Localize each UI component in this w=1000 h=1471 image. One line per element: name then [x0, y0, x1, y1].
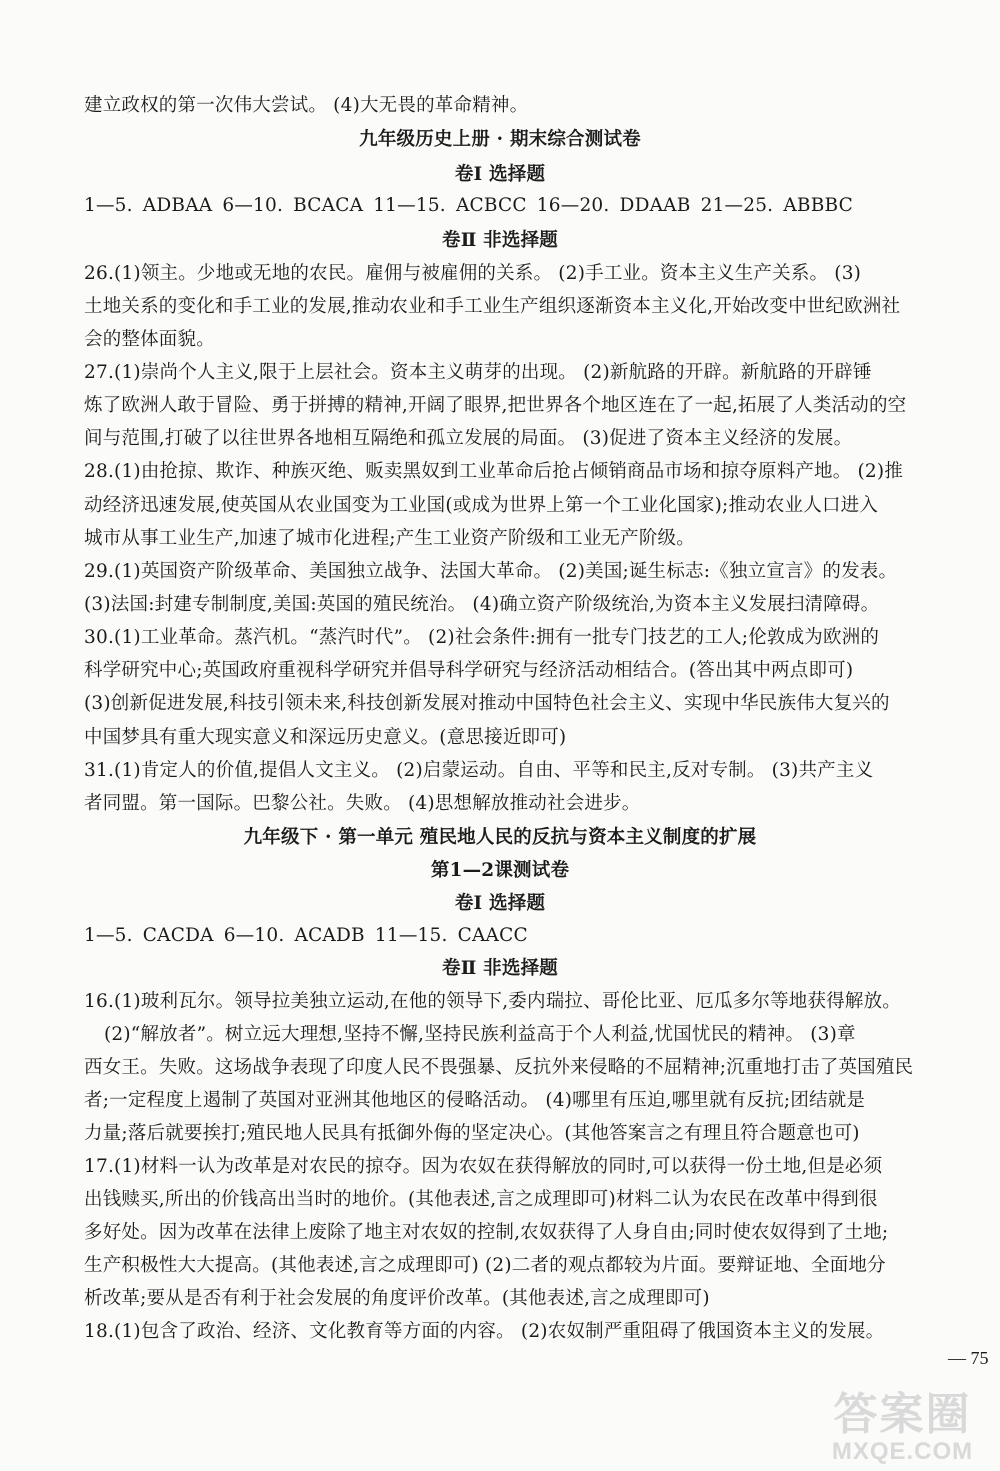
text-line: 建立政权的第一次伟大尝试。 (4)大无畏的革命精神。 [84, 95, 529, 116]
text-line: 城市从事工业生产,加速了城市化进程;产生工业资产阶级和工业无产阶级。 [84, 528, 695, 549]
text-line: 28.(1)由抢掠、欺诈、种族灭绝、贩卖黑奴到工业革命后抢占倾销商品市场和掠夺原料产地。 (2)推 [84, 461, 904, 482]
text-line: 出钱赎买,所出的价钱高出当时的地价。(其他表述,言之成理即可)材料二认为农民在改革中得到很 [84, 1189, 878, 1210]
text-line: 土地关系的变化和手工业的发展,推动农业和手工业生产组织逐渐资本主义化,开始改变中世纪欧洲社 [84, 296, 901, 317]
text-line: 科学研究中心;英国政府重视科学研究并倡导科学研究与经济活动相结合。(答出其中两点即可) [84, 660, 854, 681]
text-line: 多好处。因为改革在法律上废除了地主对农奴的控制,农奴获得了人身自由;同时使农奴得到了土地; [84, 1222, 889, 1243]
subsection-heading: 卷Ⅰ 选择题 [454, 164, 546, 185]
section-title: 九年级历史上册 · 期末综合测试卷 [359, 129, 641, 150]
text-line: 中国梦具有重大现实意义和深远历史意义。(意思接近即可) [84, 727, 567, 748]
answer-key-line: 1—5. ADBAA 6—10. BCACA 11—15. ACBCC 16—20. DDAAB 21—25. ABBBC [84, 195, 853, 216]
page-number: — 75 [948, 1348, 989, 1368]
text-line: 者同盟。第一国际。巴黎公社。失败。 (4)思想解放推动社会进步。 [84, 793, 641, 814]
text-line: 29.(1)英国资产阶级革命、美国独立战争、法国大革命。 (2)美国;诞生标志:《独立宣言》的发表。 [84, 561, 898, 582]
text-line: (3)创新促进发展,科技引领未来,科技创新发展对推动中国特色社会主义、实现中华民族伟大复兴的 [84, 693, 890, 714]
subsection-heading: 卷Ⅱ 非选择题 [442, 230, 558, 251]
text-line: 31.(1)肯定人的价值,提倡人文主义。 (2)启蒙运动。自由、平等和民主,反对专制。 (3)共产主义 [84, 760, 874, 781]
text-line: (3)法国:封建专制制度,美国:英国的殖民统治。 (4)确立资产阶级统治,为资本主义发展扫清障碍。 [84, 594, 880, 615]
text-line: 力量;落后就要挨打;殖民地人民具有抵御外侮的坚定决心。(其他答案言之有理且符合题意也可) [84, 1123, 860, 1144]
text-line: 27.(1)崇尚个人主义,限于上层社会。资本主义萌芽的出现。 (2)新航路的开辟。新航路的开辟锤 [84, 362, 872, 383]
watermark-logo [815, 1390, 990, 1468]
subsection-heading: 卷Ⅱ 非选择题 [442, 958, 558, 979]
text-line: 间与范围,打破了以往世界各地相互隔绝和孤立发展的局面。 (3)促进了资本主义经济的发展。 [84, 428, 853, 449]
text-line: 18.(1)包含了政治、经济、文化教育等方面的内容。 (2)农奴制严重阻碍了俄国资本主义的发展。 [84, 1321, 885, 1342]
text-line: 17.(1)材料一认为改革是对农民的掠夺。因为农奴在获得解放的同时,可以获得一份土地,但是必须 [84, 1156, 883, 1177]
text-line: 16.(1)玻利瓦尔。领导拉美独立运动,在他的领导下,委内瑞拉、哥伦比亚、厄瓜多尔等地获得解放。 [84, 991, 901, 1012]
text-line: 者;一定程度上遏制了英国对亚洲其他地区的侵略活动。 (4)哪里有压迫,哪里就有反抗;团结就是 [84, 1090, 866, 1111]
answer-key-line: 1—5. CACDA 6—10. ACADB 11—15. CAACC [84, 925, 528, 946]
watermark-url: MXQE.COM [831, 1438, 974, 1465]
text-line: 动经济迅速发展,使英国从农业国变为工业国(或成为世界上第一个工业化国家);推动农业人口进入 [84, 495, 879, 516]
text-line: 析改革;要从是否有利于社会发展的角度评价改革。(其他表述,言之成理即可) [84, 1288, 710, 1309]
section-subtitle: 第1—2课测试卷 [430, 860, 570, 881]
watermark-text: 答案圈 [833, 1390, 972, 1439]
section-title: 九年级下 · 第一单元 殖民地人民的反抗与资本主义制度的扩展 [243, 827, 757, 848]
text-line: 炼了欧洲人敢于冒险、勇于拼搏的精神,开阔了眼界,把世界各个地区连在了一起,拓展了人类活动的空 [84, 395, 907, 416]
text-line: (2)“解放者”。树立远大理想,坚持不懈,坚持民族利益高于个人利益,忧国忧民的精神。 (3)章 [104, 1024, 856, 1045]
subsection-heading: 卷Ⅰ 选择题 [454, 893, 546, 914]
text-line: 26.(1)领主。少地或无地的农民。雇佣与被雇佣的关系。 (2)手工业。资本主义生产关系。 (3) [84, 263, 862, 284]
text-line: 30.(1)工业革命。蒸汽机。“蒸汽时代”。 (2)社会条件:拥有一批专门技艺的工人;伦敦成为欧洲的 [84, 627, 880, 648]
text-line: 生产积极性大大提高。(其他表述,言之成理即可) (2)二者的观点都较为片面。要辩证地、全面地分 [84, 1255, 886, 1276]
text-line: 会的整体面貌。 [84, 329, 215, 350]
text-line: 西女王。失败。这场战争表现了印度人民不畏强暴、反抗外来侵略的不屈精神;沉重地打击了英国殖民 [84, 1057, 914, 1078]
